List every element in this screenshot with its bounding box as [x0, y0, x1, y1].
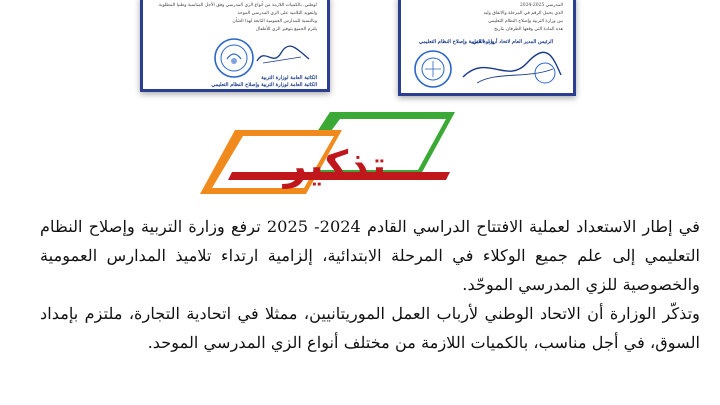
handwritten-signature-icon: [457, 49, 567, 89]
document-previews: [0, 0, 720, 100]
doc-left-signature-line: الكاتبة العامة لوزارة التربية وإصلاح النظام التعليمي: [211, 82, 317, 88]
announcement-body: [40, 212, 700, 357]
document-preview-right: [398, 0, 576, 96]
doc-right-signature-line: وزارة التربية وإصلاح النظام التعليمي: [419, 39, 495, 45]
doc-left-line: ولتعويد التلاميذ على الزي المدرسي الموحد: [237, 11, 317, 16]
page-title: تذكير: [283, 143, 387, 189]
document-preview-left: [140, 0, 330, 92]
doc-left-line: وبالنسبة للمدارس العمومية التابعة لهذا الشأن: [232, 19, 317, 24]
doc-right-line: المدرسي 2025-2024: [519, 3, 563, 8]
doc-left-signature-line: الكاتبة العامة لوزارة التربية: [261, 75, 317, 81]
doc-right-line: بين وزارة التربية وإصلاح النظام التعليمي: [488, 19, 563, 24]
official-seal-icon: [413, 49, 453, 89]
official-seal-icon: [213, 37, 255, 79]
doc-right-signature-line: الرئيس المدير العام لاتحاد أرباب العمل: [472, 39, 553, 45]
doc-left-line: يلتزم الجميع بتوفير الزي للأطفال: [255, 27, 317, 32]
body-paragraph: في إطار الاستعداد لعملية الافتتاح الدراسي القادم 2024- 2025 ترفع وزارة التربية وإصلاح النظام التعليمي إلى علم جميع الوكلاء في المرحلة الابتدائية، إلزامية ارتداء تلاميذ المدارس العمومية والخصوصية للزي المدرسي الموحّد.: [40, 217, 700, 294]
handwritten-signature-icon: [253, 43, 313, 69]
doc-right-line: الذي يحمل الرقم في المرحلة والاتفاق وليد: [483, 11, 563, 16]
doc-right-line: هذه المادة التي وقعها الطرفان بتاريخ: [494, 27, 563, 32]
body-paragraph: وتذكّر الوزارة أن الاتحاد الوطني لأرباب العمل الموريتانيين، ممثلا في اتحادية التجارة، ملتزم بإمداد السوق، في أجل مناسب، بالكميات اللازمة من مختلف أنواع الزي المدرسي الموحد.: [40, 304, 700, 352]
doc-left-line: لوطني. بالكميات اللازمة من أنواع الزي المدرسي وفق الأجل المناسبة وطنيا المطلوبة: [158, 3, 317, 8]
